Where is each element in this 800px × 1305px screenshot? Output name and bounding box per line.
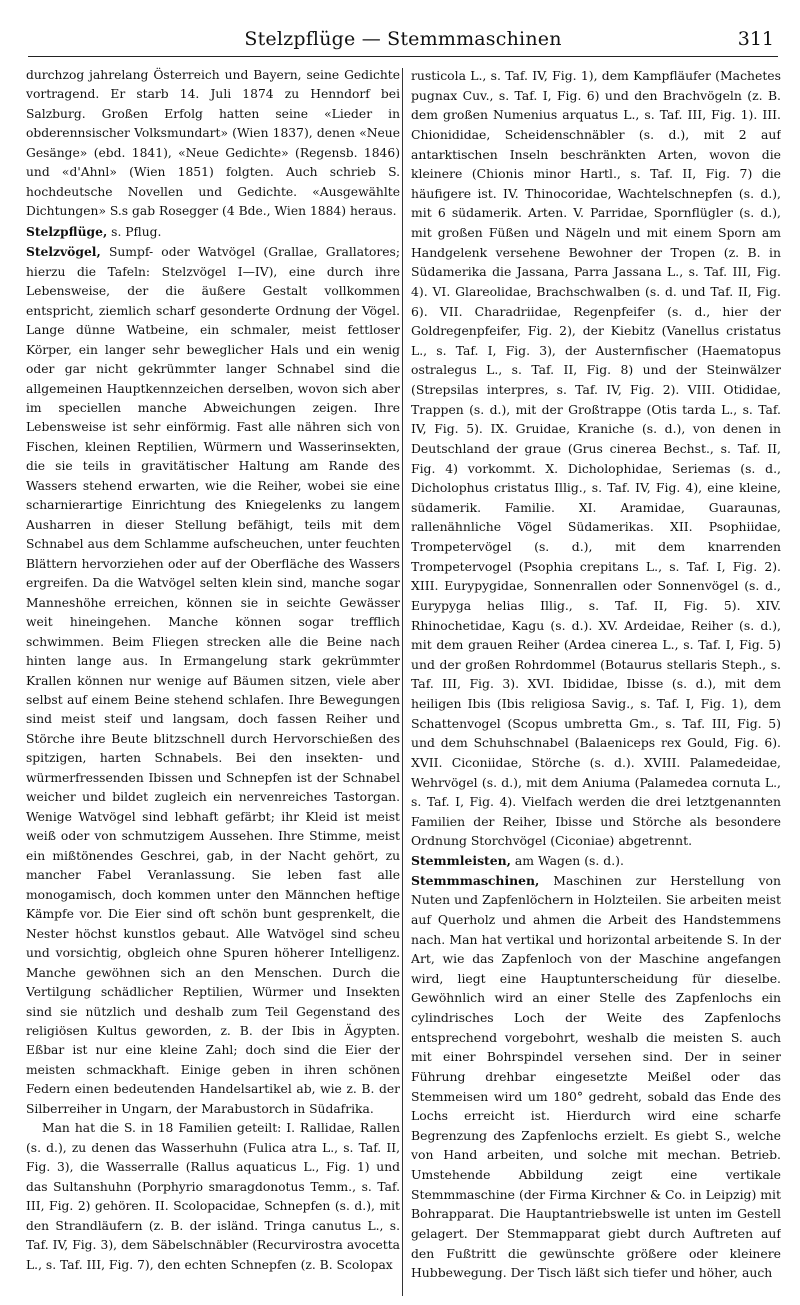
entry-headword: Stemmleisten, (411, 853, 511, 868)
entry-stelzpfluege (26, 222, 400, 242)
paragraph-text: rusticola L., s. Taf. IV, Fig. 1), dem Kampfläufer (Machetes pugnax Cuv., s. Taf. I, Fig. 6) und den Brachvögeln (z. B. dem großen Numenius arquatus L., s. Taf. III, Fig. 1). III. Chionididae, Scheidenschnäbler (s. d.), mit 2 auf antarktischen Inseln beschränkten Arten, wovon die kleinere (Chionis minor Hartl., s. Taf. II, Fig. 7) die häufigere ist. IV. Thinocoridae, Wachtelschnepfen (s. d.), mit 6 südamerik. Arten. V. Parridae, Spornflügler (s. d.), mit großen Füßen und Nägeln und mit einem Sporn am Handgelenk versehene Bewohner der Tropen (z. B. in Südamerika die Jassana, Parra Jassana L., s. Taf. III, Fig. 4). VI. Glareolidae, Brachschwalben (s. d. und Taf. II, Fig. 6). VII. Charadriidae, Regenpfeifer (s. d., hier der Goldregenpfeifer, Fig. 2), der Kiebitz (Vanellus cristatus L., s. Taf. I, Fig. 3), der Austernfischer (Haematopus ostralegus L., s. Taf. II, Fig. 8) und der Steinwälzer (Strepsilas interpres, s. Taf. IV, Fig. 2). VIII. Otididae, Trappen (s. d.), mit der Großtrappe (Otis tarda L., s. Taf. IV, Fig. 5). IX. Gruidae, Kraniche (s. d.), von denen in Deutschland der graue (Grus cinerea Bechst., s. Taf. II, Fig. 4) vorkommt. X. Dicholophidae, Seriemas (s. d., Dicholophus cristatus Illig., s. Taf. IV, Fig. 4), eine kleine, südamerik. Familie. XI. Aramidae, Guaraunas, rallenähnliche Vögel Südamerikas. XII. Psophiidae, Trompetervögel (s. d.), mit dem knarrenden Trompetervogel (Psophia crepitans L., s. Taf. I, Fig. 2). XIII. Eurypygidae, Sonnenrallen oder Sonnenvögel (s. d., Eurypyga helias Illig., s. Taf. II, Fig. 5). XIV. Rhinochetidae, Kagu (s. d.). XV. Ardeidae, Reiher (s. d.), mit dem grauen Reiher (Ardea cinerea L., s. Taf. I, Fig. 5) und der großen Rohrdommel (Botaurus stellaris Steph., s. Taf. III, Fig. 3). XVI. Ibididae, Ibisse (s. d.), mit dem heiligen Ibis (Ibis religiosa Savig., s. Taf. I, Fig. 1), dem Schattenvogel (Scopus umbretta Gm., s. Taf. III, Fig. 5) und dem Schuhschnabel (Balaeniceps rex Gould, Fig. 6). XVII. Ciconiidae, Störche (s. d.). XVIII. Palamedeidae, Wehrvögel (s. d.), mit dem Aniuma (Palamedea cornuta L., s. Taf. I, Fig. 4). Vielfach werden die drei letztgenannten Familien der Reiher, Ibisse und Störche als besondere Ordnung Storchvögel (Ciconiae) abgetrennt. (411, 68, 781, 849)
paragraph-text: durchzog jahrelang Österreich und Bayern, seine Gedichte vortragend. Er starb 14. Juli 1874 zu Henndorf bei Salzburg. Großen Erfolg hatten seine «Lieder in obderennsischer Volksmundart» (Wien 1837), denen «Neue Gesänge» (ebd. 1841), «Neue Gedichte» (Regensb. 1846) und «d'Ahnl» (Wien 1851) folgten. Auch schrieb S. hochdeutsche Novellen und Gedichte. «Ausgewählte Dichtungen» S.s gab Rosegger (4 Bde., Wien 1884) heraus. (26, 68, 400, 219)
left-column (26, 66, 400, 1298)
entry-text: Maschinen zur Herstellung von Nuten und Zapfenlöchern in Holzteilen. Sie arbeiten meist auf Querholz und ahmen die Arbeit des Handstemmens nach. Man hat vertikal und horizontal arbeitende S. In der Art, wie das Zapfenloch von der Maschine angefangen wird, liegt eine Hauptunterscheidung für dieselbe. Gewöhnlich wird an einer Stelle des Zapfenlochs ein cylindrisches Loch der Weite des Zapfenlochs entsprechend vorgebohrt, weshalb die meisten S. auch mit einer Bohrspindel versehen sind. Der in seiner Führung drehbar eingesetzte Meißel oder das Stemmeisen wird um 180° gedreht, sobald das Ende des Lochs erreicht ist. Hierdurch wird eine scharfe Begrenzung des Zapfenlochs erzielt. Es giebt S., welche von Hand arbeiten, und solche mit mechan. Betrieb. Umstehende Abbildung zeigt eine vertikale Stemmmaschine (der Firma Kirchner & Co. in Leipzig) mit Bohrapparat. Die Hauptantriebswelle ist unten im Gestell gelagert. Der Stemmapparat giebt durch Auftreten auf den Fußtritt die gewünschte größere oder kleinere Hubbewegung. Der Tisch läßt sich tiefer und höher, auch (411, 872, 781, 1281)
page-header (28, 22, 778, 57)
entry-stemmmaschinen (411, 871, 781, 1283)
running-head: Stelzpflüge — Stemmmaschinen (244, 28, 562, 50)
entry-stemmleisten (411, 851, 781, 871)
right-column (411, 66, 781, 1298)
paragraph-families (26, 1119, 400, 1275)
paragraph-text: Man hat die S. in 18 Familien geteilt: I. Rallidae, Rallen (s. d.), zu denen das Wasserhuhn (Fulica atra L., s. Taf. II, Fig. 3), die Wasserralle (Rallus aquaticus L., Fig. 1) und das Sultanshuhn (Porphyrio smaragdonotus Temm., s. Taf. III, Fig. 2) gehören. II. Scolopacidae, Schnepfen (s. d.), mit den Strandläufern (z. B. der isländ. Tringa canutus L., s. Taf. IV, Fig. 3), dem Säbelschnäbler (Recurvirostra avocetta L., s. Taf. III, Fig. 7), den echten Schnepfen (z. B. Scolopax (26, 1121, 400, 1272)
column-divider (402, 68, 403, 1296)
paragraph-continuation (26, 66, 400, 222)
entry-stelzvoegel (26, 242, 400, 1119)
entry-headword: Stelzpflüge, (26, 223, 108, 239)
page-number: 311 (737, 28, 774, 50)
entry-text: am Wagen (s. d.). (510, 853, 624, 868)
paragraph-continuation (411, 66, 781, 851)
entry-headword: Stemmmaschinen, (411, 872, 540, 888)
entry-text: s. Pflug. (107, 224, 162, 239)
entry-headword: Stelzvögel, (26, 244, 101, 260)
entry-text: Sumpf- oder Watvögel (Grallae, Grallatores; hierzu die Tafeln: Stelzvögel I—IV), eine durch ihre Lebensweise, der die äußere Gestalt vollkommen entspricht, ziemlich scharf gesonderte Ordnung der Vögel. Lange dünne Watbeine, ein schmaler, meist fettloser Körper, ein langer sehr beweglicher Hals und ein wenig oder gar nicht gekrümmter langer Schnabel sind die allgemeinen Hauptkennzeichen derselben, wovon sich aber im speciellen manche Abweichungen zeigen. Ihre Lebensweise ist sehr einförmig. Fast alle nähren sich von Fischen, kleinen Reptilien, Würmern und Wasserinsekten, die sie teils in gravitätischer Haltung am Rande des Wassers stehend erwarten, wie die Reiher, wobei sie eine scharnierartige Einrichtung des Kniegelenks zu langem Ausharren in dieser Stellung befähigt, teils mit dem Schnabel aus dem Schlamme aufscheuchen, unter feuchten Blättern hervorziehen oder auf der Oberfläche des Wassers ergreifen. Da die Watvögel selten klein sind, manche sogar Manneshöhe erreichen, können sie in seichte Gewässer weit hineingehen. Manche können sogar trefflich schwimmen. Beim Fliegen strecken alle die Beine nach hinten lange aus. In Ermangelung stark gekrümmter Krallen können nur wenige auf Bäumen sitzen, viele aber selbst auf einem Beine stehend schlafen. Ihre Bewegungen sind meist steif und langsam, doch fassen Reiher und Störche ihre Beute blitzschnell durch Hervorschießen des spitzigen, harten Schnabels. Bei den insekten- und würmerfressenden Ibissen und Schnepfen ist der Schnabel weicher und bildet zugleich ein nervenreiches Tastorgan. Wenige Watvögel sind lebhaft gefärbt; ihr Kleid ist meist weiß oder von schmutzigem Aussehen. Ihre Stimme, meist ein mißtönendes Geschrei, gab, in der Nacht gehört, zu mancher Fabel Veranlassung. Sie leben fast alle monogamisch, doch kommen unter den Männchen heftige Kämpfe vor. Die Eier sind oft schön bunt gesprenkelt, die Nester höchst kunstlos gebaut. Alle Watvögel sind scheu und vorsichtig, obgleich ohne Spuren höherer Intelligenz. Manche gewöhnen sich an den Menschen. Durch die Vertilgung schädlicher Reptilien, Würmer und Insekten sind sie nützlich und deshalb zum Teil Gegenstand des religiösen Kultus geworden, z. B. der Ibis in Ägypten. Eßbar ist nur eine kleine Zahl; doch sind die Eier der meisten schmackhaft. Einige geben in ihren schönen Federn einen bedeutenden Handelsartikel ab, wie z. B. der Silberreiher in Ungarn, der Marabustorch in Südafrika. (26, 245, 400, 1116)
